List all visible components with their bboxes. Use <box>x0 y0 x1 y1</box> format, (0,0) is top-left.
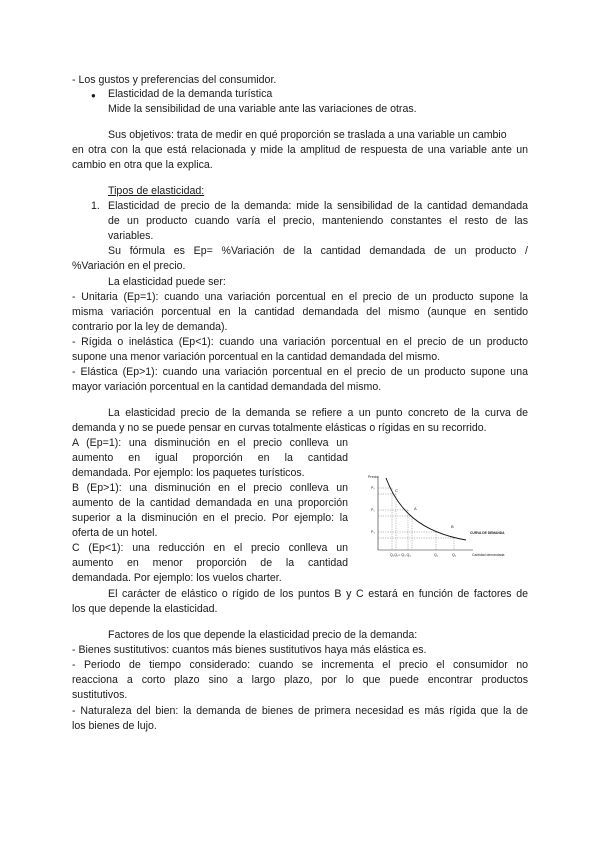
text-line: sustitutivos. <box>72 689 128 701</box>
text-line: oferta de un hotel. <box>72 527 158 539</box>
curve-label: CURVA DE DEMANDA <box>470 531 505 535</box>
text-line: demandada. Por ejemplo: los paquetes turísticos. <box>72 467 305 479</box>
text-line: Sus objetivos: trata de medir en qué proporción se traslada a una variable un cambio <box>108 129 507 141</box>
text-line: - Los gustos y preferencias del consumidor. <box>72 74 277 86</box>
text-line: El carácter de elástico o rígido de los puntos B y C estará en función de factores de <box>108 588 528 600</box>
point-a-label: A <box>414 506 417 511</box>
guide-lines <box>378 488 454 550</box>
list-item: Elasticidad de precio de la demanda: mide la sensibilidad de la cantidad demandada <box>108 200 528 212</box>
text-line: La elasticidad puede ser: <box>108 276 226 288</box>
point-c-label: C <box>395 488 398 493</box>
text-line: demandada. Por ejemplo: los vuelos charter. <box>72 572 282 584</box>
q2-label: Q₂ <box>452 553 457 557</box>
bullet-heading: Elasticidad de la demanda turística <box>108 88 273 100</box>
text-line: contrario por la ley de demanda). <box>72 321 228 333</box>
text-line: A (Ep=1): una disminución en el precio conlleva un <box>72 437 348 449</box>
text-line: - Rígida o inelástica (Ep<1): cuando una variación porcentual en el precio de un producto <box>72 336 528 348</box>
text-line: La elasticidad precio de la demanda se refiere a un punto concreto de la curva de <box>108 407 528 419</box>
text-line: variables. <box>108 230 154 242</box>
p3-label: P₃ <box>371 530 375 534</box>
q1-label: Q₁ <box>434 553 439 557</box>
p1-label: P₁ <box>371 508 375 512</box>
y-axis-label: Precio <box>368 475 379 479</box>
text-line: - Naturaleza del bien: la demanda de bienes de primera necesidad es más rígida que la de <box>72 705 528 717</box>
text-line: - Elástica (Ep>1): cuando una variación porcentual en el precio de un producto supone una <box>72 366 528 378</box>
p2-label: P₂ <box>371 486 375 490</box>
text-line: - Bienes sustitutivos: cuantos más bienes sustitutivos haya más elástica es. <box>72 644 427 656</box>
text-line: los bienes de lujo. <box>72 720 157 732</box>
section-title: Tipos de elasticidad: <box>108 185 205 197</box>
text-line: aumento en menor proporción de la cantidad <box>72 557 348 569</box>
text-line: cambio en otra que la explica. <box>72 159 213 171</box>
text-line: aumento de la cantidad demandada en una proporción <box>72 497 348 509</box>
point-b-label: B <box>451 524 454 529</box>
text-line: Factores de los que depende la elasticidad precio de la demanda: <box>108 629 418 641</box>
text-line: - Unitaria (Ep=1): cuando una variación porcentual en el precio de un producto supone la <box>72 291 528 303</box>
text-line: demanda y no se puede pensar en curvas totalmente elásticas o rígidas en su recorrido. <box>72 422 487 434</box>
list-number: 1. <box>91 200 100 212</box>
text-line: en otra con la que está relacionada y mide la amplitud de respuesta de una variable ante un <box>72 144 528 156</box>
text-line: - Periodo de tiempo considerado: cuando se incrementa el precio el consumidor no <box>72 659 528 671</box>
text-line: los que depende la elasticidad. <box>72 603 218 615</box>
text-line: aumento en igual proporción en la cantidad <box>72 452 348 464</box>
formula-line: Su fórmula es Ep= %Variación de la cantidad demandada de un producto / <box>108 245 528 257</box>
formula-line: %Variación en el precio. <box>72 260 186 272</box>
x-tick-labels: Q₂Q₁= Q₃ Q₄ <box>390 553 411 557</box>
text-line: misma variación porcentual en la cantidad demandada del mismo (aunque en sentido <box>72 306 528 318</box>
demand-curve <box>386 478 466 540</box>
text-line: superior a la disminución en el precio. Por ejemplo: la <box>72 512 348 524</box>
text-line: de un producto cuando varía el precio, manteniendo constantes el resto de las <box>108 215 528 227</box>
text-line: reacciona a corto plazo sino a largo plazo, por lo que puede encontrar productos <box>72 674 528 686</box>
x-axis-label: Cantidad demandada <box>472 553 505 557</box>
demand-curve-figure <box>368 472 528 564</box>
bullet-icon: ● <box>91 91 96 100</box>
text-line: mayor variación porcentual en la cantidad demandada del mismo. <box>72 381 382 393</box>
text-line: Mide la sensibilidad de una variable ante las variaciones de otras. <box>108 103 417 115</box>
text-line: supone una menor variación porcentual en la cantidad demandada del mismo. <box>72 351 441 363</box>
text-line: B (Ep>1): una disminución en el precio conlleva un <box>72 482 348 494</box>
text-line: C (Ep<1): una reducción en el precio conlleva un <box>72 542 348 554</box>
